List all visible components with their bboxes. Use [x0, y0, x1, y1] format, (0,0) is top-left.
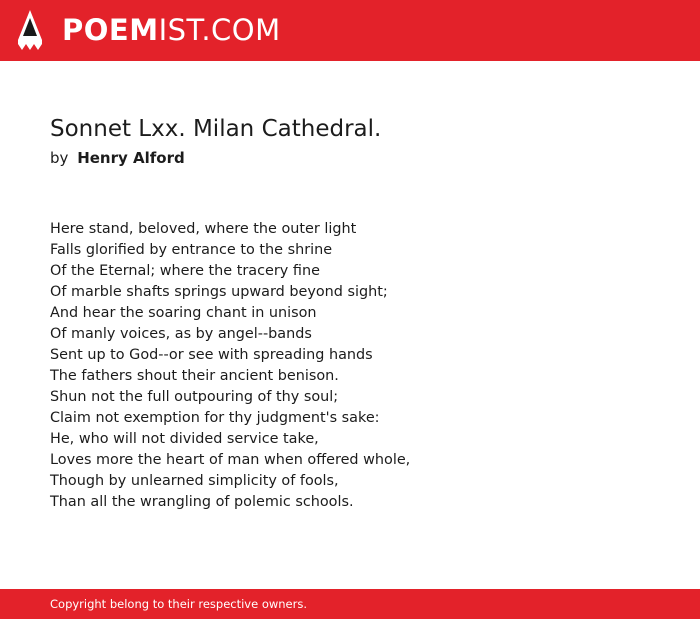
poem-line: Here stand, beloved, where the outer light	[50, 221, 357, 237]
logo-text-bold: POEM	[62, 13, 159, 47]
poem-line: Loves more the heart of man when offered whole,	[50, 452, 411, 468]
copyright-notice: Copyright belong to their respective owners.	[50, 597, 308, 611]
poem-line: Of marble shafts springs upward beyond sight;	[50, 284, 388, 300]
pencil-icon	[18, 10, 42, 50]
poem-line: Though by unlearned simplicity of fools,	[50, 473, 339, 489]
site-header	[0, 0, 700, 61]
site-footer	[0, 589, 700, 619]
poem-line: Of the Eternal; where the tracery fine	[50, 263, 320, 279]
poem-line: Of manly voices, as by angel--bands	[50, 326, 312, 342]
poem-line: Claim not exemption for thy judgment's sake:	[50, 410, 380, 426]
logo-text-light: IST.COM	[158, 13, 281, 47]
author-name: Henry Alford	[77, 149, 185, 167]
poem-title: Sonnet Lxx. Milan Cathedral.	[50, 116, 382, 142]
poem-body	[50, 219, 410, 513]
poem-line: He, who will not divided service take,	[50, 431, 319, 447]
poem-line: Sent up to God--or see with spreading hands	[50, 347, 373, 363]
by-label: by	[50, 149, 69, 167]
poem-line: Than all the wrangling of polemic schools.	[50, 494, 354, 510]
poem-line: And hear the soaring chant in unison	[50, 305, 317, 321]
poem-line: The fathers shout their ancient benison.	[50, 368, 339, 384]
site-logo[interactable]	[62, 12, 281, 48]
byline	[50, 149, 185, 167]
poem-line: Falls glorified by entrance to the shrine	[50, 242, 333, 258]
poem-line: Shun not the full outpouring of thy soul;	[50, 389, 339, 405]
